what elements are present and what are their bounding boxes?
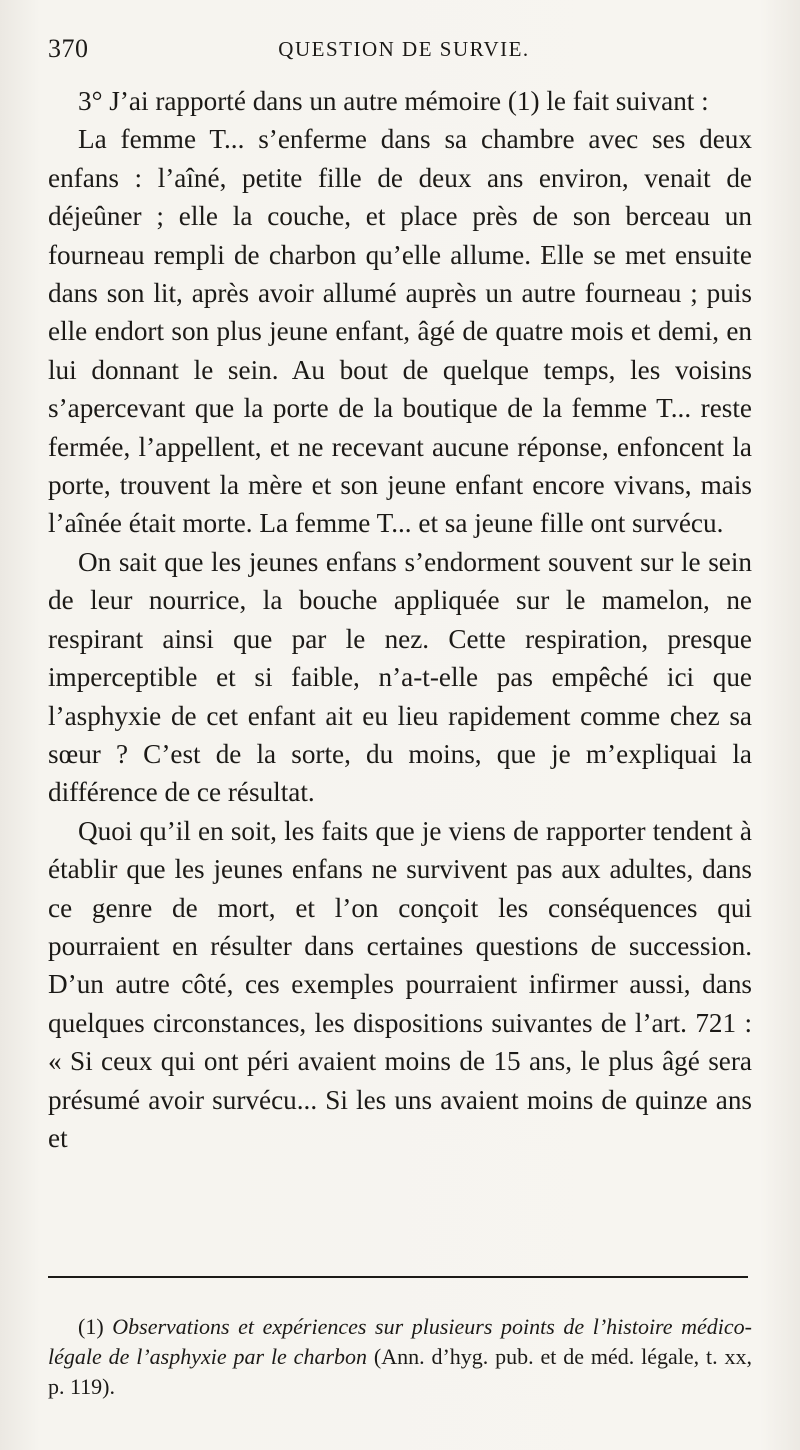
paragraph-case-description: La femme T... s’enferme dans sa chambre avec ses deux enfans : l’aîné, petite fille de deux ans environ, venait de déjeûner ; elle la couche, et place près de son berceau un fourneau rempli de charbon qu’elle allume. Elle se met ensuite dans son lit, après avoir allumé auprès un autre fourneau ; puis elle endort son plus jeune enfant, âgé de quatre mois et demi, en lui donnant le sein. Au bout de quelque temps, les voisins s’apercevant que la porte de la boutique de la femme T... reste fermée, l’appellent, et ne recevant aucune réponse, enfoncent la porte, trouvent la mère et son jeune enfant encore vivans, mais l’aînée était morte. La femme T... et sa jeune fille ont survécu.	[48, 124, 752, 539]
page-number: 370	[48, 34, 89, 63]
page-header	[48, 34, 760, 74]
running-title: QUESTION DE SURVIE.	[278, 37, 530, 61]
footnote-marker: (1)	[78, 1314, 104, 1339]
footnote	[48, 1312, 752, 1402]
paragraph-legal-consequences: Quoi qu’il en soit, les faits que je viens de rapporter tendent à établir que les jeunes enfans ne survivent pas aux adultes, dans ce genre de mort, et l’on conçoit les conséquences qui pourraient en résulter dans certaines questions de succession. D’un autre côté, ces exemples pourraient infirmer aussi, dans quelques circonstances, les dispositions suivantes de l’art. 721 : « Si ceux qui ont péri avaient moins de 15 ans, le plus âgé sera présumé avoir survécu... Si les uns avaient moins de quinze ans et	[48, 815, 752, 1153]
paragraph-explanation: On sait que les jeunes enfans s’endorment souvent sur le sein de leur nourrice, la bouche appliquée sur le mamelon, ne respirant ainsi que par le nez. Cette respiration, presque imperceptible et si faible, n’a-t-elle pas empêché ici que l’asphyxie de cet enfant ait eu lieu rapidement comme chez sa sœur ? C’est de la sorte, du moins, que je m’expliquai la différence de ce résultat.	[48, 546, 752, 808]
body-text	[48, 82, 752, 1157]
paragraph-case-intro: 3° J’ai rapporté dans un autre mémoire (1) le fait suivant :	[78, 86, 709, 116]
footnote-reference: (Ann. d’hyg. pub. et de méd. légale, t. xx, p. 119).	[48, 1344, 752, 1399]
footnote-divider	[48, 1276, 748, 1278]
footnote-title: Observations et expériences sur plusieurs points de l’histoire médico-légale de l’asphyxie par le charbon	[48, 1314, 753, 1369]
